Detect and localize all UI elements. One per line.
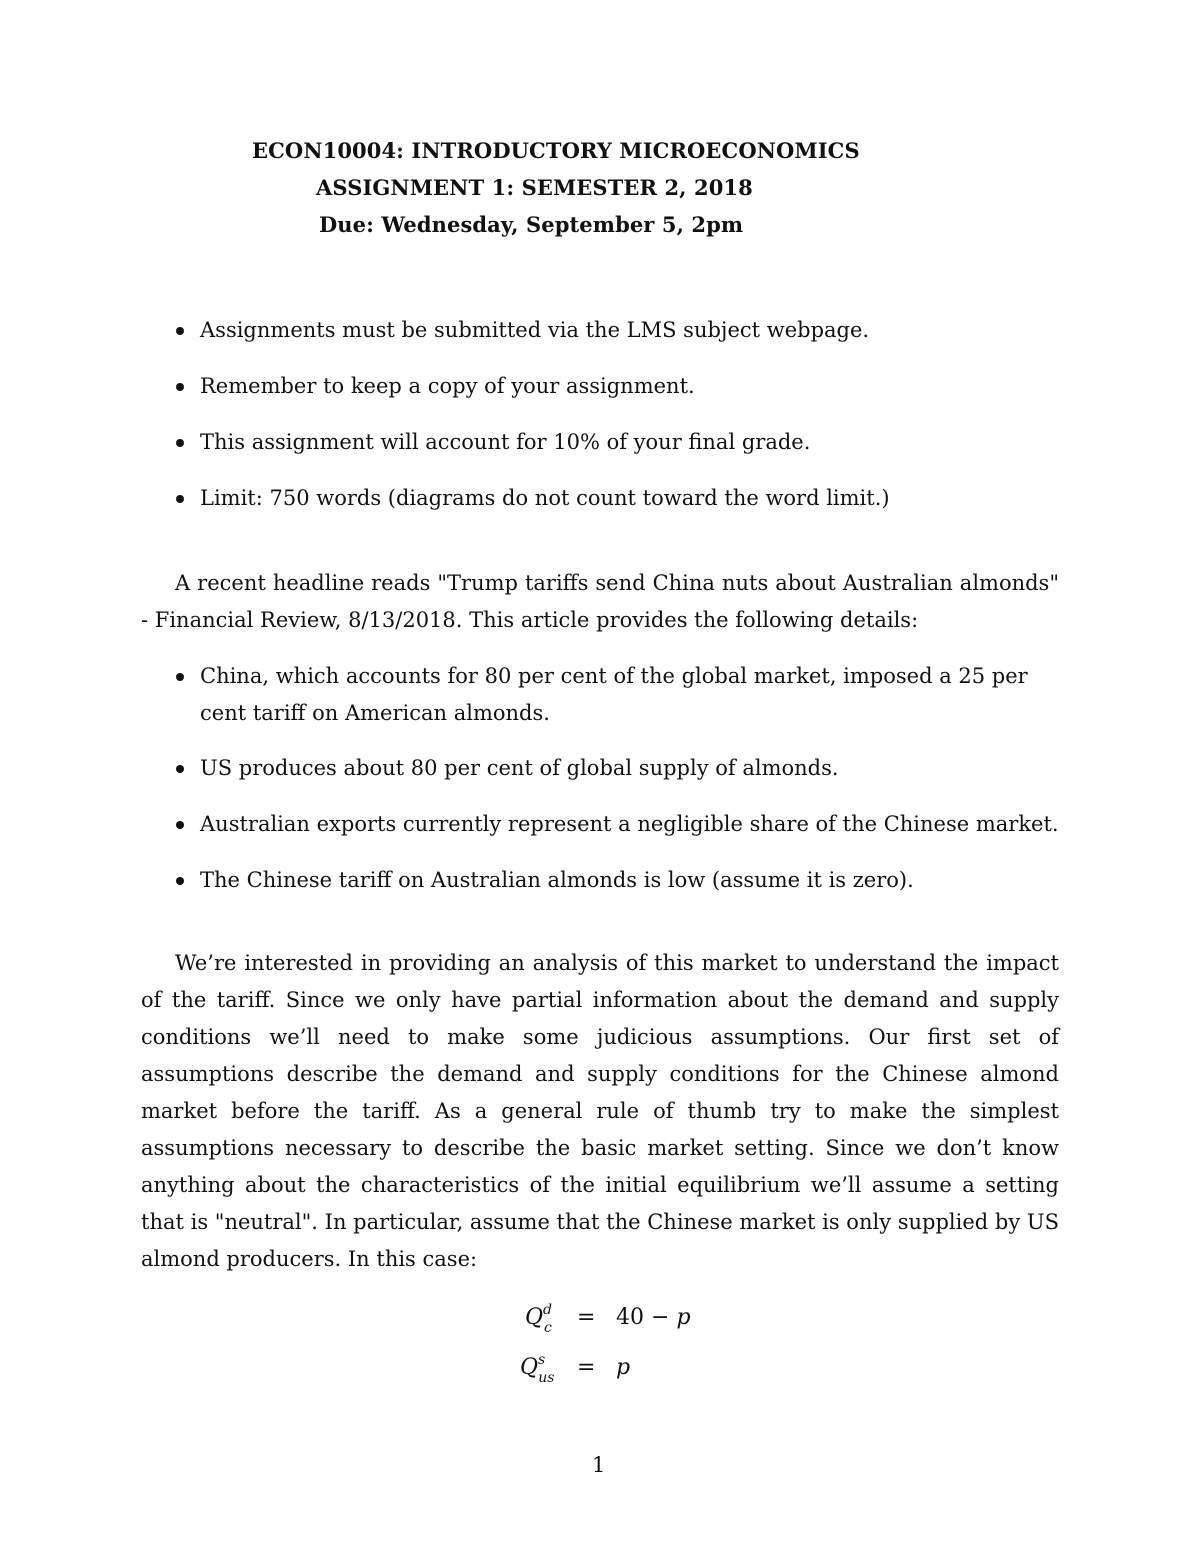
due-date: Due: Wednesday, September 5, 2pm: [319, 212, 744, 237]
list-item: Australian exports currently represent a negligible share of the Chinese market.: [176, 806, 1066, 843]
supply-equation: [0, 1352, 1200, 1395]
bullet-icon: [176, 327, 184, 335]
course-title: ECON10004: INTRODUCTORY MICROECONOMICS: [252, 138, 860, 163]
bullet-icon: [176, 383, 184, 391]
list-item: US produces about 80 per cent of global supply of almonds.: [176, 750, 1066, 787]
bullet-icon: [176, 877, 184, 885]
list-item: The Chinese tariff on Australian almonds is low (assume it is zero).: [176, 862, 1066, 899]
bullet-icon: [176, 765, 184, 773]
list-item: Assignments must be submitted via the LMS subject webpage.: [176, 312, 1066, 349]
page-number: 1: [592, 1453, 606, 1477]
list-item: Remember to keep a copy of your assignment.: [176, 368, 1066, 405]
equation-rhs: 40 − p: [616, 1305, 691, 1330]
list-item: China, which accounts for 80 per cent of the global market, imposed a 25 per cent tariff on American almonds.: [176, 658, 1066, 732]
intro-paragraph: A recent headline reads "Trump tariffs send China nuts about Australian almonds" - Financial Review, 8/13/2018. This article provides the following details:: [141, 571, 1059, 632]
list-item: Limit: 750 words (diagrams do not count toward the word limit.): [176, 480, 1066, 517]
equation-operator: =: [577, 1355, 596, 1380]
list-item: This assignment will account for 10% of your final grade.: [176, 424, 1066, 461]
equation-lhs: $Q^s_{us}$: [520, 1352, 555, 1386]
equation-rhs: p: [616, 1355, 631, 1380]
analysis-paragraph: We’re interested in providing an analysis of this market to understand the impact of the tariff. Since we only have partial information about the demand and supply conditions we’ll need to make some judicious assumptions. Our first set of assumptions describe the demand and supply conditions for the Chinese almond market before the tariff. As a general rule of thumb try to make the simplest assumptions necessary to describe the basic market setting. Since we don’t know anything about the characteristics of the initial equilibrium we’ll assume a setting that is "neutral". In particular, assume that the Chinese market is only supplied by US almond producers. In this case:: [141, 951, 1059, 1271]
equation-lhs: $Q^d_c$: [525, 1302, 553, 1336]
equation-operator: =: [577, 1305, 596, 1330]
bullet-icon: [176, 673, 184, 681]
bullet-icon: [176, 439, 184, 447]
bullet-icon: [176, 495, 184, 503]
bullet-icon: [176, 821, 184, 829]
assignment-title: ASSIGNMENT 1: SEMESTER 2, 2018: [316, 175, 753, 200]
demand-equation: [0, 1302, 1200, 1345]
